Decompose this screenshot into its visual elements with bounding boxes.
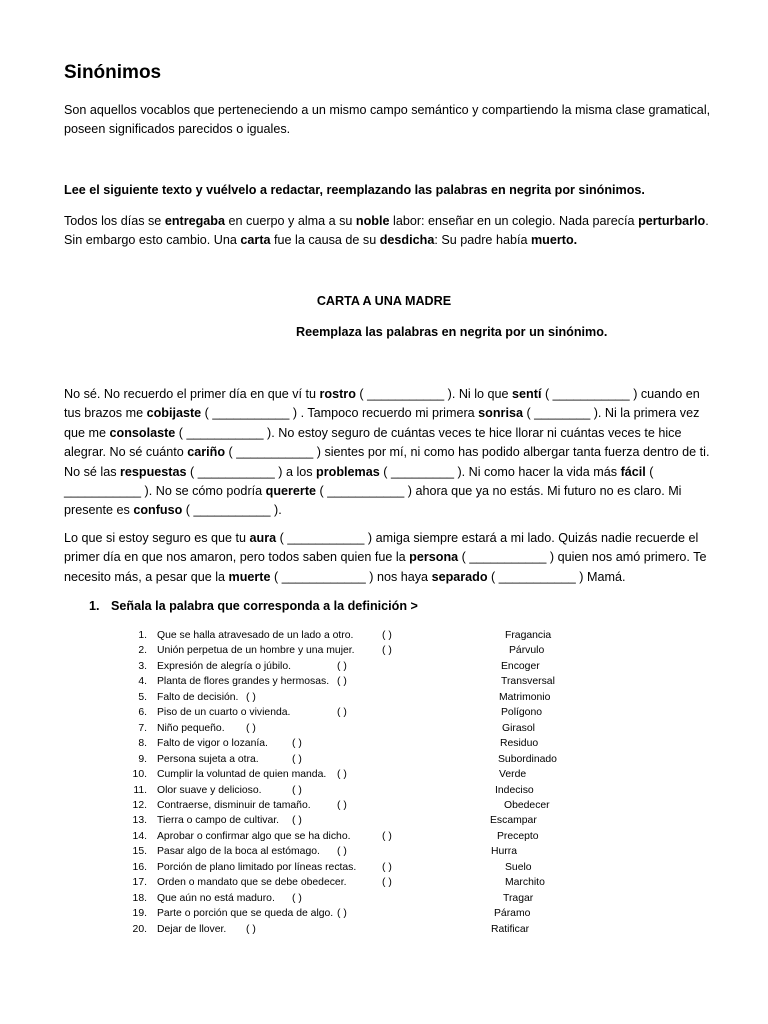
definition-text: Planta de flores grandes y hermosas. xyxy=(157,676,330,688)
bold-word: problemas xyxy=(316,464,380,479)
section-heading-text: Señala la palabra que corresponda a la definición > xyxy=(111,599,418,613)
text-run: ( ___________ ) a los xyxy=(186,464,317,479)
letter-instruction xyxy=(272,325,607,339)
definition-number: 8. xyxy=(138,738,147,750)
definition-row xyxy=(0,721,768,736)
text-run: en cuerpo y alma a su xyxy=(225,214,356,228)
bold-word: rostro xyxy=(319,387,356,401)
bold-word: noble xyxy=(355,214,390,228)
definition-text: Unión perpetua de un hombre y una mujer. xyxy=(157,645,355,657)
section-heading xyxy=(89,599,418,613)
word-option: Párvulo xyxy=(509,645,545,657)
definition-number: 10. xyxy=(132,769,147,781)
definition-row xyxy=(0,860,768,875)
definition-number: 12. xyxy=(132,799,147,811)
word-option: Verde xyxy=(499,769,527,781)
definition-number: 7. xyxy=(138,722,147,734)
definition-text: Dejar de llover. xyxy=(157,923,227,935)
text-run: No sé. No recuerdo el primer día en que ví tu xyxy=(64,387,320,401)
definition-number: 17. xyxy=(132,877,147,889)
text-run: . Sin embargo esto cambio. Una xyxy=(64,214,709,248)
letter-instruction-text: Reemplaza las palabras en negrita por un sinónimo. xyxy=(296,325,608,339)
definition-row xyxy=(0,906,768,921)
definition-number: 4. xyxy=(138,676,147,688)
text-run: ( _________ ). Ni como hacer la vida más xyxy=(379,464,621,479)
definition-row xyxy=(0,783,768,798)
bold-word: aura xyxy=(249,531,277,545)
definition-number: 5. xyxy=(138,691,147,703)
text-run: ( ___________ ) ahora que ya no estás. Mi futuro no es claro. Mi presente es xyxy=(64,484,682,518)
answer-blank[interactable]: ( ) xyxy=(246,722,256,734)
answer-blank[interactable]: ( ) xyxy=(246,923,256,935)
definition-text: Que se halla atravesado de un lado a otro. xyxy=(157,630,354,641)
definition-number: 16. xyxy=(132,861,147,873)
answer-blank[interactable]: ( ) xyxy=(382,877,392,889)
answer-blank[interactable]: ( ) xyxy=(337,707,347,719)
text-run: ( ___________ ) quien nos amó primero. Te necesito más, a pesar que la xyxy=(64,550,707,584)
definition-row xyxy=(0,813,768,828)
definition-text: Porción de plano limitado por líneas rectas. xyxy=(157,861,357,873)
definition-row xyxy=(0,798,768,813)
text-run: ( ___________ ) amiga siempre estará a mi lado. Quizás nadie recuerde el primer día en que nos amaron, pero todos saben quien fue la xyxy=(64,531,699,565)
text-run: ( ________ ). Ni la primera vez que me xyxy=(64,406,700,440)
definition-number: 9. xyxy=(138,753,147,765)
definition-text: Parte o porción que se queda de algo. xyxy=(157,908,334,920)
text-run: fue la causa de su xyxy=(270,233,380,248)
definition-row xyxy=(0,628,768,643)
word-option: Marchito xyxy=(505,877,545,889)
definition-number: 11. xyxy=(133,784,147,796)
definition-text: Que aún no está maduro. xyxy=(157,892,275,904)
letter-paragraph-1 xyxy=(64,385,714,521)
definition-number: 1. xyxy=(138,630,147,641)
answer-blank[interactable]: ( ) xyxy=(292,753,302,765)
text-run: ( ___________ ) sientes por mí, ni como has podido albergar tanta fuerza dentro de ti. No sé las xyxy=(64,445,710,479)
definition-number: 13. xyxy=(132,815,147,827)
answer-blank[interactable]: ( ) xyxy=(246,691,256,703)
answer-blank[interactable]: ( ) xyxy=(292,738,302,750)
word-option: Polígono xyxy=(501,707,543,719)
answer-blank[interactable]: ( ) xyxy=(382,861,392,873)
word-option: Fragancia xyxy=(505,630,552,641)
answer-blank[interactable]: ( ) xyxy=(382,645,392,657)
bold-word: cariño xyxy=(187,445,226,460)
answer-blank[interactable]: ( ) xyxy=(292,815,302,827)
text-run: ( ___________ ). xyxy=(182,503,282,518)
bold-word: fácil xyxy=(620,464,646,479)
answer-blank[interactable]: ( ) xyxy=(337,799,347,811)
text-run: ( ___________ ). No estoy seguro de cuántas veces te hice llorar ni cuántas veces te hice alegrar. No sé cuánto xyxy=(64,425,682,460)
answer-blank[interactable]: ( ) xyxy=(337,908,347,920)
answer-blank[interactable]: ( ) xyxy=(292,784,302,796)
text-run: ( ___________ ) . Tampoco recuerdo mi primera xyxy=(201,406,479,421)
bold-word: sentí xyxy=(512,387,542,401)
word-option: Subordinado xyxy=(498,753,557,765)
definition-text: Contraerse, disminuir de tamaño. xyxy=(157,799,311,811)
answer-blank[interactable]: ( ) xyxy=(292,892,302,904)
word-option: Precepto xyxy=(497,830,539,842)
letter-title: CARTA A UNA MADRE xyxy=(316,294,452,308)
definition-row xyxy=(0,844,768,859)
word-option: Tragar xyxy=(503,892,534,904)
definition-number: 6. xyxy=(138,707,147,719)
answer-blank[interactable]: ( ) xyxy=(337,769,347,781)
word-option: Girasol xyxy=(502,722,535,734)
definition-text: Expresión de alegría o júbilo. xyxy=(157,660,292,672)
definition-number: 19. xyxy=(132,908,147,920)
definition-row xyxy=(0,922,768,937)
instruction-paragraph: Lee el siguiente texto y vuélvelo a redactar, reemplazando las palabras en negrita por sinónimos. xyxy=(64,183,645,197)
answer-blank[interactable]: ( ) xyxy=(337,846,347,858)
definition-row xyxy=(0,891,768,906)
definition-row xyxy=(0,674,768,689)
bold-word: desdicha xyxy=(379,233,435,248)
definition-number: 3. xyxy=(138,660,147,672)
page-title: Sinónimos xyxy=(64,62,162,83)
definition-number: 20. xyxy=(132,923,147,935)
definition-text: Falto de decisión. xyxy=(157,691,239,703)
definition-text: Pasar algo de la boca al estómago. xyxy=(157,846,320,858)
definition-number: 2. xyxy=(138,645,147,657)
text-run: ( ___________ ) cuando en tus brazos me xyxy=(64,387,700,421)
definition-number: 14. xyxy=(132,830,147,842)
definition-text: Piso de un cuarto o vivienda. xyxy=(157,707,291,719)
answer-blank[interactable]: ( ) xyxy=(337,676,347,688)
word-option: Matrimonio xyxy=(499,691,551,703)
bold-word: muerte xyxy=(228,569,271,584)
word-option: Hurra xyxy=(491,846,517,858)
definition-number: 18. xyxy=(132,892,147,904)
word-option: Obedecer xyxy=(504,799,550,811)
text-run: Lo que si estoy seguro es que tu xyxy=(64,531,250,545)
definition-row xyxy=(0,736,768,751)
definition-text: Niño pequeño. xyxy=(157,722,225,734)
bold-word: cobijaste xyxy=(146,406,202,421)
bold-word: . xyxy=(573,233,578,248)
definition-text: Aprobar o confirmar algo que se ha dicho. xyxy=(157,830,351,842)
word-option: Suelo xyxy=(505,861,532,873)
definition-row xyxy=(0,659,768,674)
text-run: ( ____________ ) nos haya xyxy=(270,569,432,584)
definition-text: Tierra o campo de cultivar. xyxy=(157,815,280,827)
word-option: Páramo xyxy=(494,908,531,920)
letter-paragraph-2 xyxy=(64,529,714,587)
definition-text: Cumplir la voluntad de quien manda. xyxy=(157,769,327,781)
definition-row xyxy=(0,643,768,658)
bold-word: respuestas xyxy=(120,464,187,479)
definition-text: Falto de vigor o lozanía. xyxy=(157,738,268,750)
text-run: Todos los días se xyxy=(64,214,165,228)
definition-row xyxy=(0,767,768,782)
answer-blank[interactable]: ( ) xyxy=(382,830,392,842)
definition-row xyxy=(0,752,768,767)
intro-paragraph: Son aquellos vocablos que perteneciendo a un mismo campo semántico y compartiendo la misma clase gramatical, poseen significados parecidos o iguales. xyxy=(64,103,711,137)
bold-word: muerto xyxy=(530,233,574,248)
story-paragraph xyxy=(64,212,714,251)
text-run: ( ___________ ). No se cómo podría xyxy=(64,464,654,499)
text-run: : Su padre había xyxy=(434,233,531,248)
word-option: Transversal xyxy=(501,676,555,688)
text-run: ( ___________ ) Mamá. xyxy=(487,569,626,584)
word-option: Encoger xyxy=(501,660,540,672)
bold-word: perturbarlo xyxy=(638,214,706,228)
definition-text: Orden o mandato que se debe obedecer. xyxy=(157,877,347,889)
word-option: Ratificar xyxy=(491,923,530,935)
bold-word: entregaba xyxy=(164,214,226,228)
word-option: Escampar xyxy=(490,815,537,827)
bold-word: consolaste xyxy=(109,425,176,440)
definition-text: Olor suave y delicioso. xyxy=(157,784,262,796)
bold-word: carta xyxy=(240,233,271,248)
text-run: labor: enseñar en un colegio. Nada parecía xyxy=(389,214,639,228)
word-option: Indeciso xyxy=(495,784,534,796)
bold-word: persona xyxy=(409,550,459,565)
bold-word: quererte xyxy=(265,484,317,499)
bold-word: sonrisa xyxy=(478,406,523,421)
definition-number: 15. xyxy=(132,846,147,858)
definition-row xyxy=(0,705,768,720)
answer-blank[interactable]: ( ) xyxy=(337,660,347,672)
text-run: ( ___________ ). Ni lo que xyxy=(355,387,513,401)
bold-word: confuso xyxy=(133,503,183,518)
definition-row xyxy=(0,829,768,844)
word-option: Residuo xyxy=(500,738,539,750)
bold-word: separado xyxy=(431,569,488,584)
definition-row xyxy=(0,875,768,890)
section-number: 1. xyxy=(89,599,100,613)
definition-text: Persona sujeta a otra. xyxy=(157,753,259,765)
answer-blank[interactable]: ( ) xyxy=(382,630,392,641)
definition-row xyxy=(0,690,768,705)
